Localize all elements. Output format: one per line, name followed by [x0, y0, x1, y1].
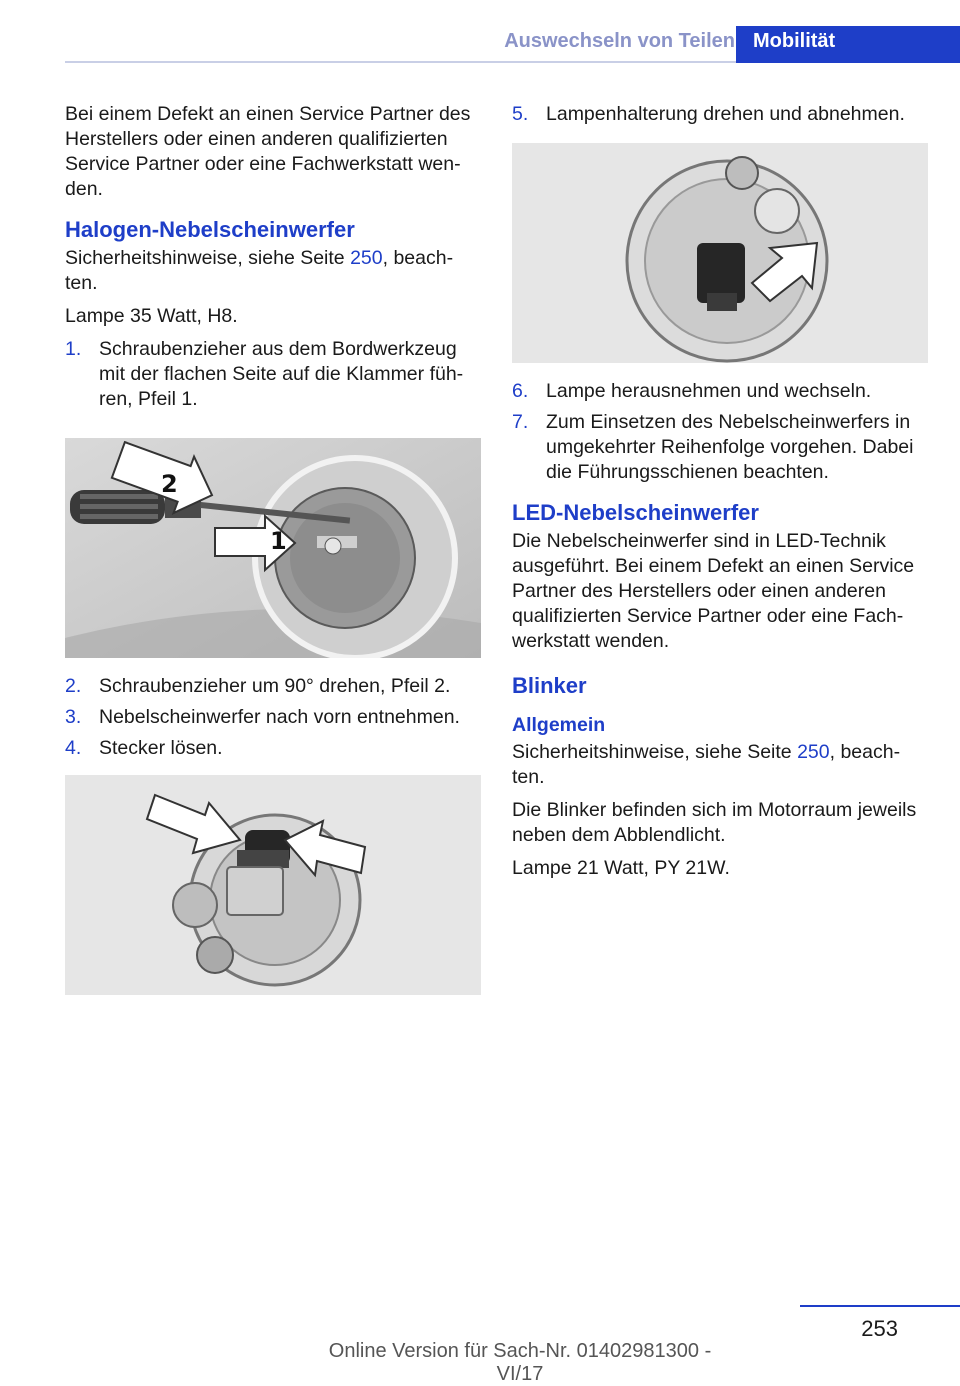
step-number: 4.: [65, 737, 82, 759]
step-item: [512, 410, 928, 485]
intro-paragraph: Bei einem Defekt an einen Service Partner des Herstellers oder einen anderen qualifizierten Service Partner oder eine Fachwerkstatt wen-den.: [65, 103, 471, 200]
steps-list-3: [512, 102, 928, 127]
step-item: [65, 705, 481, 730]
footer-note: Online Version für Sach-Nr. 01402981300 - VI/17: [328, 1340, 712, 1385]
safety-note: [65, 246, 481, 296]
led-paragraph: Die Nebelscheinwerfer sind in LED-Technik ausgeführt. Bei einem Defekt an einen Service Partner des Herstellers oder einen anderen qualifizierten Service Partner oder eine Fach-werkstatt wenden.: [512, 530, 915, 652]
step-item: [65, 337, 481, 412]
steps-list-4: [512, 379, 928, 485]
page-number: 253: [861, 1316, 898, 1341]
step-item: [65, 736, 481, 761]
step-text: Stecker lösen.: [99, 737, 223, 759]
header-chapter-tab: Mobilität: [736, 26, 960, 63]
steps-list-1: [65, 337, 481, 412]
figure-connector: [65, 775, 481, 995]
screwdriver-illustration: [65, 438, 481, 658]
lamp-spec: Lampe 35 Watt, H8.: [65, 305, 238, 327]
step-text: Zum Einsetzen des Nebelscheinwerfers in umgekehrter Reihenfolge vorgehen. Dabei die Führungsschienen beachten.: [546, 411, 914, 483]
step-item: [65, 674, 481, 699]
safety-note-suffix: , beach-ten.: [65, 247, 454, 294]
footer-rule: [800, 1305, 960, 1307]
blinker-heading: Blinker: [512, 673, 587, 698]
general-subheading: Allgemein: [512, 714, 606, 736]
step-item: [512, 102, 928, 127]
right-column: [512, 102, 928, 889]
halogen-heading: Halogen-Nebelscheinwerfer: [65, 217, 355, 242]
safety-note-suffix: , beach-ten.: [512, 741, 901, 788]
lamp-holder-illustration: [512, 143, 928, 363]
led-heading: LED-Nebelscheinwerfer: [512, 500, 759, 525]
page-link-250[interactable]: 250: [350, 247, 383, 269]
step-number: 5.: [512, 103, 529, 125]
arrow-label-1: 1: [270, 527, 287, 555]
step-text: Schraubenzieher aus dem Bordwerkzeug mit der flachen Seite auf die Klammer füh-ren, Pfeil 1.: [99, 338, 464, 410]
safety-note: [512, 740, 928, 790]
step-number: 3.: [65, 706, 82, 728]
step-text: Nebelscheinwerfer nach vorn entnehmen.: [99, 706, 460, 728]
step-number: 2.: [65, 675, 82, 697]
step-item: [512, 379, 928, 404]
left-column: [65, 102, 481, 1011]
figure-lamp-holder: [512, 143, 928, 363]
header-section-title: Auswechseln von Teilen: [504, 30, 735, 52]
blinker-paragraph: Die Blinker befinden sich im Motorraum jeweils neben dem Abblendlicht.: [512, 799, 917, 846]
step-number: 6.: [512, 380, 529, 402]
step-text: Schraubenzieher um 90° drehen, Pfeil 2.: [99, 675, 451, 697]
step-number: 1.: [65, 338, 82, 360]
arrow-label-2: 2: [161, 470, 178, 498]
figure-screwdriver: [65, 438, 481, 658]
safety-note-text: Sicherheitshinweise, siehe Seite: [65, 247, 351, 269]
safety-note-text: Sicherheitshinweise, siehe Seite: [512, 741, 798, 763]
step-text: Lampenhalterung drehen und abnehmen.: [546, 103, 905, 125]
page-link-250[interactable]: 250: [797, 741, 830, 763]
connector-illustration: [65, 775, 481, 995]
step-number: 7.: [512, 411, 529, 433]
step-text: Lampe herausnehmen und wechseln.: [546, 380, 872, 402]
blinker-lamp-spec: Lampe 21 Watt, PY 21W.: [512, 857, 730, 879]
steps-list-2: [65, 674, 481, 761]
